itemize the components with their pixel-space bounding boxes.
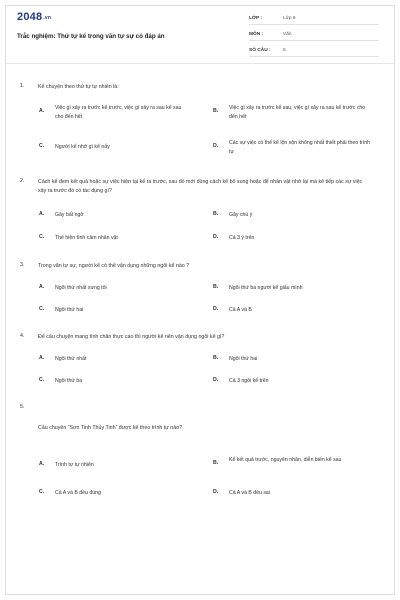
meta-value: 5 [283,48,286,53]
option-letter: D. [213,489,219,495]
question-text: Cách kể đem kết quả hoặc sự việc hiện tại kể ra trước, sau đó mới dùng cách kể bổ sung hoặc để nhân vật nhớ lại mà kể tiếp các sự việc xảy ra trước đó có tác dụng gì? [38,179,363,194]
option-letter: C. [39,377,45,383]
option-text: Ngôi thứ nhất [55,356,87,362]
option-letter: D. [213,377,219,383]
option-letter: C. [39,143,45,149]
meta-label: MÔN : [249,32,264,37]
meta-label: LỚP : [249,16,263,21]
option-text: Cả A và B đều sai [229,490,270,496]
option-text: Các sự việc có thể kể lộn xộn không nhất thiết phải theo trình tự [229,140,371,155]
option-letter: B. [213,284,219,290]
option-text: Ngôi thứ hai [229,356,258,362]
question-text: Kể chuyện theo thứ tự tự nhiên là: [38,84,119,90]
option-text: Kể kết quả trước, nguyên nhân, diễn biến kể sau [229,457,342,463]
meta-value: Văn [283,32,292,37]
option-letter: B. [213,355,219,361]
option-letter: A. [39,108,45,114]
logo-suffix-text: .vn [43,15,52,21]
option-letter: D. [213,306,219,312]
option-letter: A. [39,461,45,467]
question-number: 1. [20,83,25,89]
option-letter: C. [39,234,45,240]
option-text: Ngôi thứ ba người kể giấu mình [229,285,303,291]
option-text: Cả 3 ngôi kể trên [229,378,269,384]
option-letter: C. [39,489,45,495]
question-number: 4. [20,333,25,339]
option-letter: A. [39,284,45,290]
option-text: Ngôi thứ hai [55,307,84,313]
option-letter: A. [39,355,45,361]
option-text: Trình tự tự nhiên [55,462,94,468]
option-text: Người kể nhớ gì kể nấy [55,144,110,150]
option-letter: A. [39,211,45,217]
option-text: Việc gì xảy ra trước kể trước, việc gì xảy ra sau kể sau cho đến hết [55,105,182,120]
option-letter: D. [213,143,219,149]
option-text: Việc gì xảy ra trước kể sau, việc gì xảy ra sau kể trước cho đến hết [229,105,366,120]
meta-row-subject [249,27,379,41]
question-text: Trong văn tự sự, người kể có thể vận dụng những ngôi kể nào ? [38,263,190,269]
question-number: 5. [20,404,25,410]
page-title: Trắc nghiệm: Thứ tự kể trong văn tự sự có đáp án [17,33,165,40]
header-divider [5,63,395,64]
question-text: Câu chuyện “Sơn Tinh Thủy Tinh” được kể theo trình tự nào? [38,425,183,431]
option-text: Cả A và B [229,307,252,313]
site-logo[interactable] [17,11,51,23]
option-text: Ngôi thứ ba [55,378,83,384]
option-letter: B. [213,108,219,114]
meta-row-count [249,43,379,57]
worksheet-page [5,5,395,595]
option-text: Gây bất ngờ [55,212,84,218]
logo-main-text: 2048 [17,11,43,23]
meta-value: Lớp 6 [283,16,296,21]
meta-label: SỐ CÂU : [249,48,271,53]
option-text: Gây chú ý [229,212,253,218]
option-letter: D. [213,234,219,240]
question-number: 2. [20,178,25,184]
question-text: Để câu chuyện mang tính chân thực cao thì người kể nên vận dụng ngôi kể gì? [38,334,225,340]
option-text: Thể hiện tình cảm nhân vật [55,235,118,241]
option-letter: C. [39,306,45,312]
option-text: Cả 3 ý trên [229,235,255,241]
option-text: Cả A và B đều đúng [55,490,101,496]
option-text: Ngôi thứ nhất xưng tôi [55,285,107,291]
option-letter: B. [213,211,219,217]
option-letter: B. [213,460,219,466]
meta-row-class [249,11,379,25]
question-number: 3. [20,262,25,268]
